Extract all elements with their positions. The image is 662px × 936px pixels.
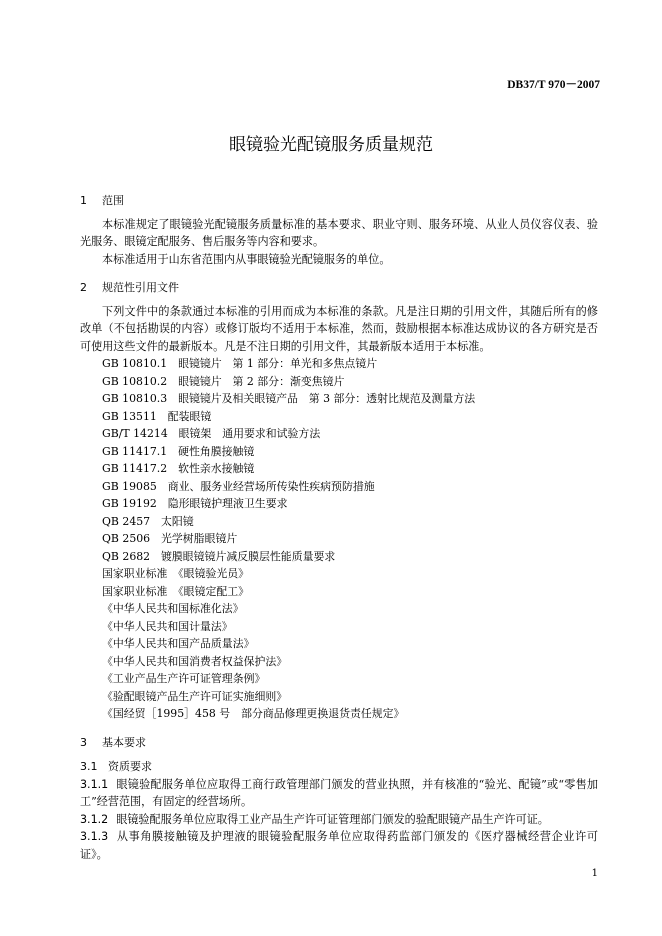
document-body (80, 192, 598, 863)
section-number: 2 (80, 281, 87, 294)
paragraph: 本标准适用于山东省范围内从事眼镜验光配镜服务的单位。 (102, 252, 391, 266)
reference-item: QB 2682 镀膜眼镜镜片减反膜层性能质量要求 (102, 549, 336, 563)
clause-text: 从事角膜接触镜及护理液的眼镜验配服务单位应取得药监部门颁发的《医疗器械经营企业许可证》。 (80, 830, 598, 861)
section-title: 范围 (102, 194, 124, 207)
page-number: 1 (591, 868, 598, 879)
section-title: 规范性引用文件 (102, 281, 179, 294)
reference-item: GB 10810.1 眼镜镜片 第 1 部分：单光和多焦点镜片 (102, 357, 378, 370)
standard-code: DB37/T 970－2007 (507, 79, 600, 91)
section-number: 1 (80, 194, 87, 207)
subsection-number: 3.1 (80, 760, 98, 773)
reference-item: 国家职业标准 《眼镜验光员》 (102, 567, 250, 580)
reference-item: 《中华人民共和国消费者权益保护法》 (102, 654, 288, 668)
paragraph: 下列文件中的条款通过本标准的引用而成为本标准的条款。凡是注日期的引用文件，其随后所有的修改单（不包括勘误的内容）或修订版均不适用于本标准，然而，鼓励根据本标准达成协议的各方研究是否可使用这些文件的最新版本。凡是不注日期的引用文件，其最新版本适用于本标准。 (80, 304, 598, 353)
reference-item: GB 11417.1 硬性角膜接触镜 (102, 444, 255, 458)
reference-item: QB 2457 太阳镜 (102, 514, 194, 528)
clause-text: 眼镜验配服务单位应取得工业产品生产许可证管理部门颁发的验配眼镜产品生产许可证。 (116, 812, 549, 826)
clause-number: 3.1.2 (80, 812, 109, 826)
reference-item: GB/T 14214 眼镜架 通用要求和试验方法 (102, 427, 321, 440)
clause (80, 828, 598, 863)
reference-item: 《验配眼镜产品生产许可证实施细则》 (102, 689, 288, 703)
reference-item: 《工业产品生产许可证管理条例》 (102, 672, 266, 685)
section-title: 基本要求 (102, 735, 146, 749)
subsection-title: 资质要求 (108, 760, 152, 773)
subsection-heading (80, 758, 598, 776)
reference-item: GB 19192 隐形眼镜护理液卫生要求 (102, 497, 288, 510)
reference-item: QB 2506 光学树脂眼镜片 (102, 532, 238, 545)
reference-item: GB 19085 商业、服务业经营场所传染性疾病预防措施 (102, 479, 375, 493)
reference-item: 《中华人民共和国计量法》 (102, 619, 233, 633)
reference-item: 《中华人民共和国标准化法》 (102, 602, 244, 615)
reference-item: 国家职业标准 《眼镜定配工》 (102, 584, 250, 598)
reference-item: 《中华人民共和国产品质量法》 (102, 637, 255, 650)
clause-number: 3.1.1 (80, 777, 109, 791)
section-heading-2 (80, 279, 598, 297)
reference-list (80, 355, 598, 723)
reference-item: GB 11417.2 软性亲水接触镜 (102, 462, 255, 475)
section-heading-1 (80, 192, 598, 210)
clause-text: 眼镜验配服务单位应取得工商行政管理部门颁发的营业执照，并有核准的“验光、配镜”或“零售加工”经营范围，有固定的经营场所。 (80, 777, 598, 808)
reference-item: GB 13511 配装眼镜 (102, 409, 212, 423)
clause (80, 811, 598, 829)
section-heading-3 (80, 734, 598, 752)
section-number: 3 (80, 735, 87, 749)
paragraph: 本标准规定了眼镜验光配镜服务质量标准的基本要求、职业守则、服务环境、从业人员仪容仪表、验光服务、眼镜定配服务、售后服务等内容和要求。 (80, 217, 598, 248)
reference-item: GB 10810.3 眼镜镜片及相关眼镜产品 第 3 部分：透射比规范及测量方法 (102, 392, 476, 405)
document-title: 眼镜验光配镜服务质量规范 (229, 135, 433, 155)
reference-item: 《国经贸［1995］458 号 部分商品修理更换退货责任规定》 (102, 707, 405, 720)
clause (80, 776, 598, 811)
clause-number: 3.1.3 (80, 830, 109, 843)
reference-item: GB 10810.2 眼镜镜片 第 2 部分：渐变焦镜片 (102, 374, 345, 388)
